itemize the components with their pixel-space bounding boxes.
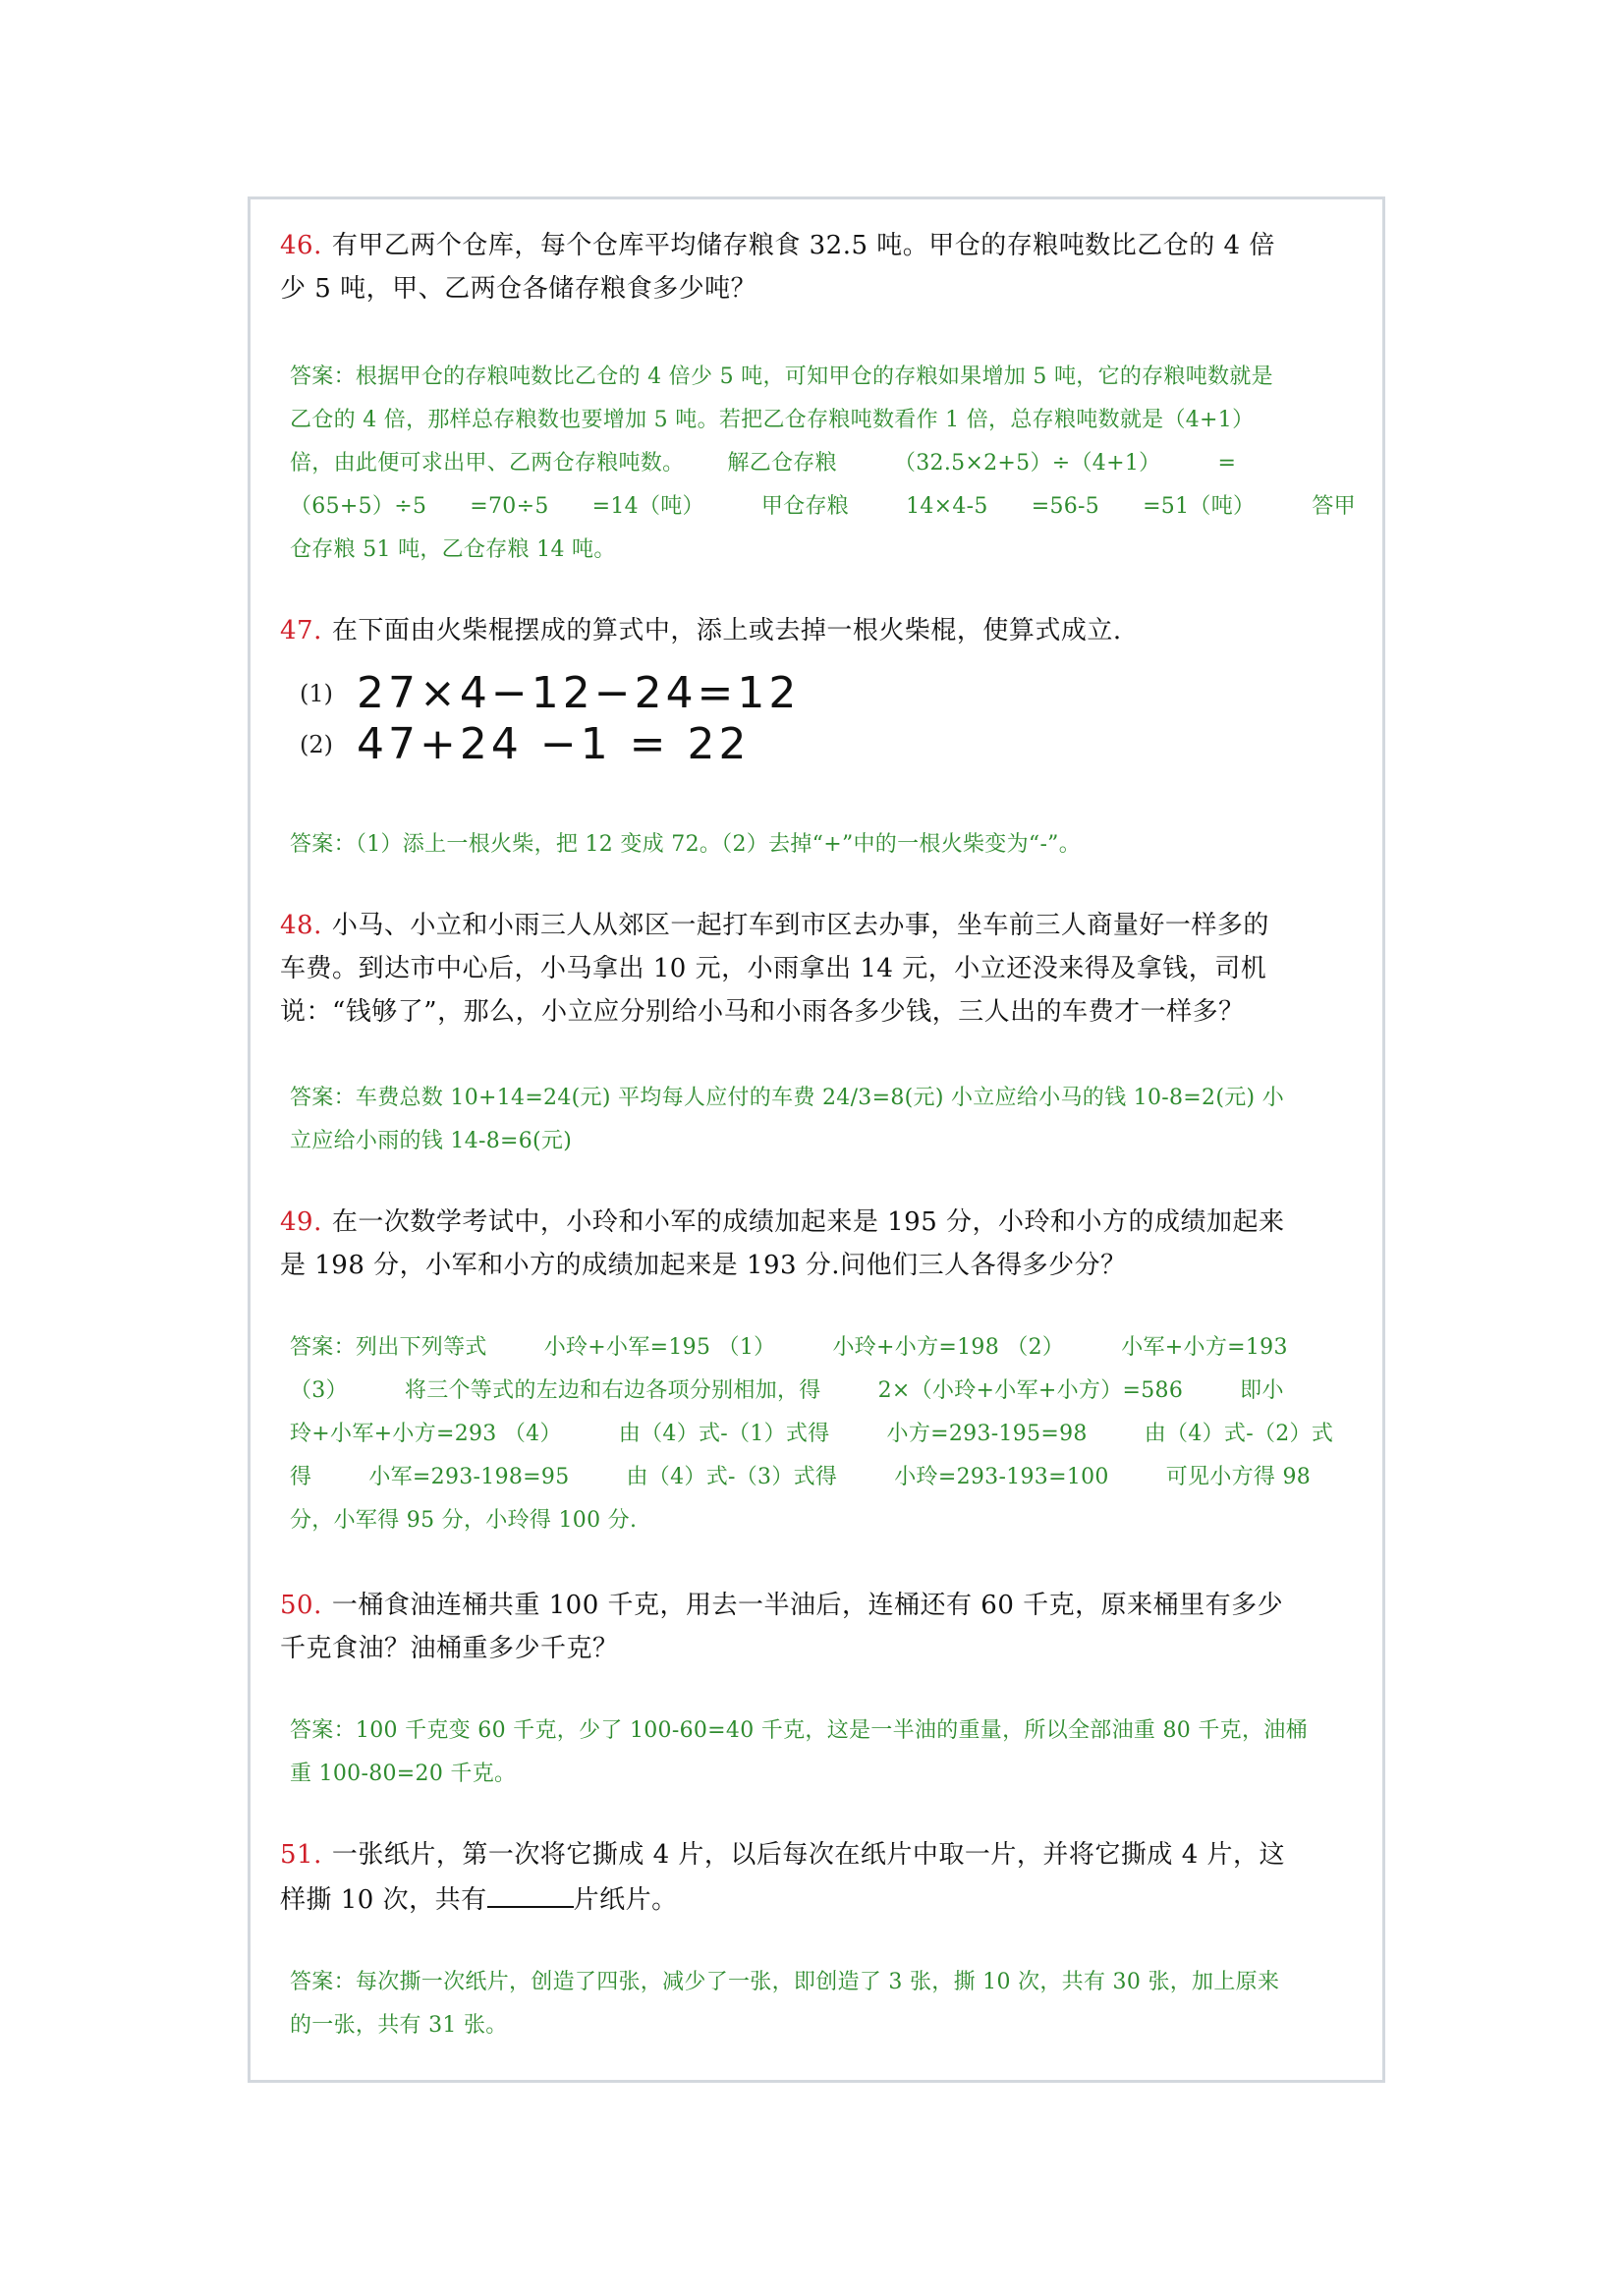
question-number: 51. — [280, 1840, 322, 1870]
question-49: 49. 在一次数学考试中，小玲和小军的成绩加起来是 195 分，小玲和小方的成绩加起来 是 198 分，小军和小方的成绩加起来是 193 分.问他们三人各得多少分？ — [280, 1207, 1285, 1280]
question-number: 46. — [280, 231, 322, 260]
question-number: 50. — [280, 1591, 322, 1620]
question-number: 47. — [280, 616, 322, 645]
answer-49: 答案：列出下列等式 小玲+小军=195 （1） 小玲+小方=198 （2） 小军+小方=193 （3） 将三个等式的左边和右边各项分别相加，得 2×（小玲+小军+小方）=586 即小 玲+小军+小方=293 （4） 由（4）式-（1）式得 小方=293-195=98 由（4）式-（2）式 得 小军=293-198=95 由（4）式-（3）式得 小玲=293-193=100 可见小方得 98 分，小军得 95 分，小玲得 100 分. — [290, 1335, 1334, 1533]
question-46-line-1: 46. 有甲乙两个仓库，每个仓库平均储存粮食 32.5 吨。甲仓的存粮吨数比乙仓的 4 倍 — [280, 231, 1275, 260]
answer-46: 答案：根据甲仓的存粮吨数比乙仓的 4 倍少 5 吨，可知甲仓的存粮如果增加 5 吨，它的存粮吨数就是 乙仓的 4 倍，那样总存粮数也要增加 5 吨。若把乙仓存粮吨数看作 1 倍，总存粮吨数就是（4+1） 倍，由此便可求出甲、乙两仓存粮吨数。 解乙仓存粮 （32.5×2+5）÷（4+1） = （65+5）÷5 =70÷5 =14（吨） 甲仓存粮 14×4-5 =56-5 =51（吨） 答甲 仓存粮 51 吨，乙仓存粮 14 吨。 — [290, 364, 1356, 562]
answer-48: 答案：车费总数 10+14=24(元) 平均每人应付的车费 24/3=8(元) 小立应给小马的钱 10-8=2(元) 小 立应给小雨的钱 14-8=6(元) — [290, 1086, 1284, 1153]
question-47 — [280, 609, 1380, 652]
matchstick-row-1: (1) 27×4−12−24=12 — [300, 668, 801, 718]
matchstick-row-2: (2) 47+24 −1 = 22 — [300, 719, 751, 769]
question-51: 51. 一张纸片，第一次将它撕成 4 片，以后每次在纸片中取一片，并将它撕成 4 片，这 样撕 10 次，共有 片纸片。 — [280, 1840, 1286, 1915]
answer-50: 答案：100 千克变 60 千克，少了 100-60=40 千克，这是一半油的重量，所以全部油重 80 千克，油桶 重 100-80=20 千克。 — [290, 1718, 1308, 1786]
answer-47: 答案：（1）添上一根火柴，把 12 变成 72。（2）去掉“+”中的一根火柴变为“-”。 — [290, 832, 1082, 857]
question-48: 48. 小马、小立和小雨三人从郊区一起打车到市区去办事，坐车前三人商量好一样多的 车费。到达市中心后，小马拿出 10 元，小雨拿出 14 元，小立还没来得及拿钱，司机 说：“钱够了”，那么，小立应分别给小马和小雨各多少钱，三人出的车费才一样多？ — [280, 911, 1269, 1027]
matchstick-equation-2: 47+24 −1 = 22 — [357, 719, 751, 769]
matchstick-equation-1: 27×4−12−24=12 — [357, 668, 801, 718]
question-50: 50. 一桶食油连桶共重 100 千克，用去一半油后，连桶还有 60 千克，原来桶里有多少 千克食油？油桶重多少千克？ — [280, 1591, 1284, 1663]
answer-51: 答案：每次撕一次纸片，创造了四张，减少了一张，即创造了 3 张，撕 10 次，共有 30 张，加上原来 的一张，共有 31 张。 — [290, 1970, 1280, 2038]
question-47-line-1: 47. 在下面由火柴棍摆成的算式中，添上或去掉一根火柴棍，使算式成立. — [280, 616, 1122, 645]
question-number: 49. — [280, 1207, 322, 1237]
question-46-line-2: 少 5 吨，甲、乙两仓各储存粮食多少吨？ — [280, 274, 757, 304]
question-number: 48. — [280, 911, 322, 940]
matchstick-figure — [300, 668, 811, 776]
fill-in-blank — [487, 1876, 574, 1908]
question-46 — [280, 224, 1380, 310]
